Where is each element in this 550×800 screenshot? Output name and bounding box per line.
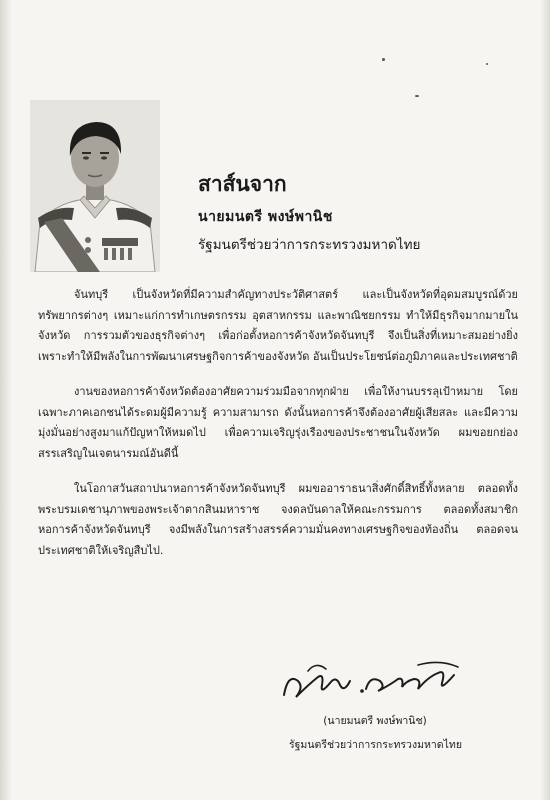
page-edge-left <box>0 0 12 800</box>
paper-speck <box>415 95 419 97</box>
paragraph: จันทบุรี เป็นจังหวัดที่มีความสำคัญทางประวัติศาสตร์ และเป็นจังหวัดที่อุดมสมบูรณ์ด้วยทรัพยากรต่างๆ เหมาะแก่การทำเกษตรกรรม อุตสาหกรรม และพาณิชยกรรม ทำให้มีธุรกิจมากมายในจังหวัด การรวมตัวของธุรกิจต่างๆ เพื่อก่อตั้งหอการค้าจังหวัดจันทบุรี จึงเป็นสิ่งที่เหมาะสมอย่างยิ่ง เพราะทำให้มีพลังในการพัฒนาเศรษฐกิจการค้าของจังหวัด อันเป็นประโยชน์ต่อภูมิภาคและประเทศชาติ <box>38 288 518 363</box>
signer-name: (นายมนตรี พงษ์พานิช) <box>323 715 427 727</box>
paragraph: งานของหอการค้าจังหวัดต้องอาศัยความร่วมมือจากทุกฝ่าย เพื่อให้งานบรรลุเป้าหมาย โดยเฉพาะภาคเอกชนได้ระดมผู้มีความรู้ ความสามารถ ดังนั้นหอการค้าจึงต้องอาศัยผู้เสียสละ และมีความมุ่งมั่นอย่างสูงมาแก้ปัญหาให้หมดไป เพื่อความเจริญรุ่งเรืองของประชาชนในจังหวัด ผมขอยกย่องสรรเสริญในเจตนารมณ์อันดีนี้ <box>38 385 518 460</box>
paper-speck <box>486 63 488 65</box>
paragraph: ในโอกาสวันสถาปนาหอการค้าจังหวัดจันทบุรี ผมขออาราธนาสิ่งศักดิ์สิทธิ์ทั้งหลาย ตลอดทั้งพระบรมเดชานุภาพของพระเจ้าตากสินมหาราช จงดลบันดาลให้คณะกรรมการ ตลอดทั้งสมาชิกหอการค้าจังหวัดจันทบุรี จงมีพลังในการสร้างสรรค์ความมั่นคงทางเศรษฐกิจของท้องถิ่น ตลอดจนประเทศชาติให้เจริญสืบไป. <box>38 482 518 557</box>
signature-icon <box>278 655 463 705</box>
message-heading: สาส์นจาก <box>198 172 287 196</box>
message-body <box>38 285 518 576</box>
portrait-photo <box>30 100 160 272</box>
author-position: รัฐมนตรีช่วยว่าการกระทรวงมหาดไทย <box>198 237 421 253</box>
author-name: นายมนตรี พงษ์พานิช <box>198 209 333 225</box>
page-edge-right <box>540 0 550 800</box>
portrait-icon <box>30 100 160 272</box>
paper-speck <box>382 58 385 61</box>
signer-title: รัฐมนตรีช่วยว่าการกระทรวงมหาดไทย <box>289 739 462 751</box>
